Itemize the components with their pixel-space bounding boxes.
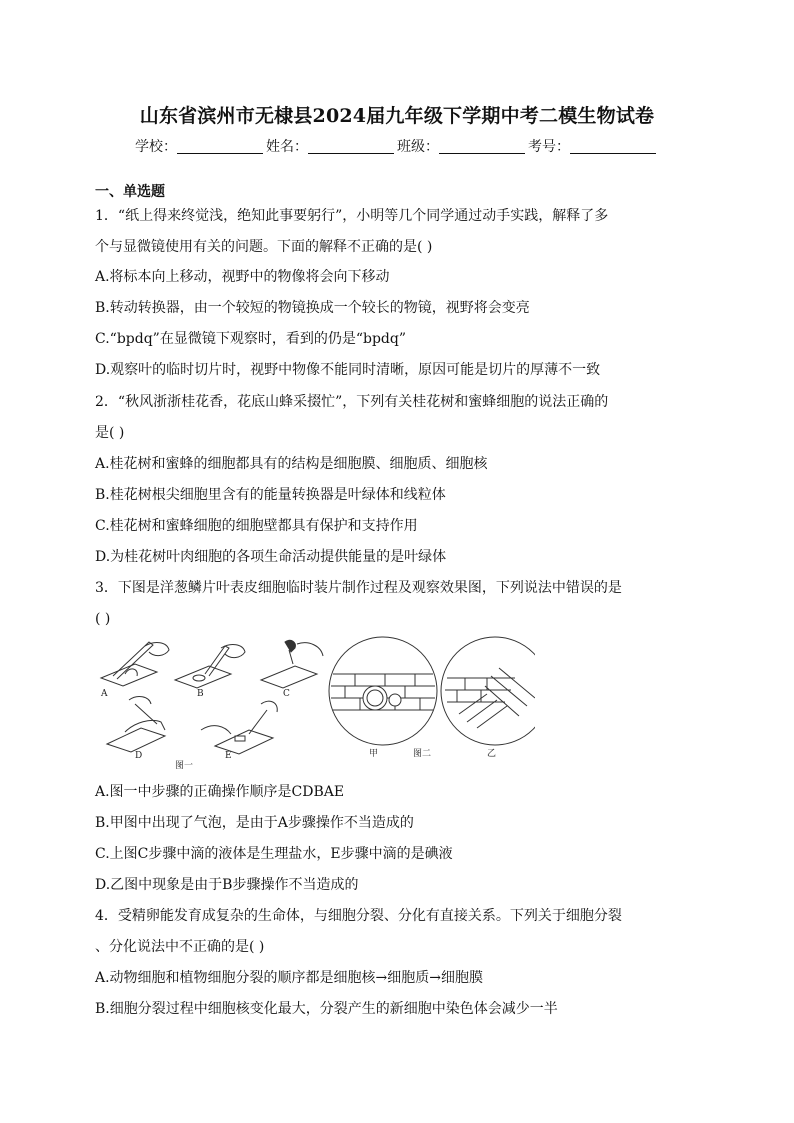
step-a-drawing [101,642,169,686]
exam-number-label: 考号： [528,139,570,155]
option-c: C.桂花树和蜜蜂细胞的细胞壁都具有保护和支持作用 [95,518,418,534]
question-stem: 4．受精卵能发育成复杂的生命体，与细胞分裂、分化有直接关系。下列关于细胞分裂 [95,908,622,924]
step-b-label: B [197,689,204,699]
step-c-label: C [283,689,290,699]
option-a: A.将标本向上移动，视野中的物像将会向下移动 [95,269,390,285]
option-d: D.乙图中现象是由于B步骤操作不当造成的 [95,877,359,893]
option-a: A.图一中步骤的正确操作顺序是CDBAE [95,784,345,800]
class-label: 班级： [397,139,439,155]
name-blank[interactable] [308,139,394,154]
school-blank[interactable] [177,139,263,154]
school-label: 学校： [135,139,177,155]
option-c: C.上图C步骤中滴的液体是生理盐水，E步骤中滴的是碘液 [95,846,453,862]
step-e-drawing [201,701,277,754]
step-a-label: A [101,689,108,699]
student-info-row [0,136,794,156]
question-stem: 、分化说法中不正确的是( ) [95,939,265,955]
question-stem: 3．下图是洋葱鳞片叶表皮细胞临时装片制作过程及观察效果图，下列说法中错误的是 [95,580,622,596]
question-stem: 个与显微镜使用有关的问题。下面的解释不正确的是( ) [95,239,433,255]
option-d: D.观察叶的临时切片时，视野中物像不能同时清晰，原因可能是切片的厚薄不一致 [95,362,601,378]
step-e-label: E [225,751,232,761]
view-jia-bubble-circle [329,637,437,745]
step-b-drawing [175,645,245,688]
option-d: D.为桂花树叶肉细胞的各项生命活动提供能量的是叶绿体 [95,549,447,565]
option-a: A.动物细胞和植物细胞分裂的顺序都是细胞核→细胞质→细胞膜 [95,970,484,986]
figure-two-caption: 图二 [413,749,432,759]
name-label: 姓名： [266,139,308,155]
step-d-drawing [107,697,165,752]
option-b: B.转动转换器，由一个较短的物镜换成一个较长的物镜，视野将会变亮 [95,300,530,316]
step-d-label: D [135,751,143,761]
question-stem: 是( ) [95,425,125,441]
figure-one-caption: 图一 [175,761,194,770]
exam-title: 山东省滨州市无棣县2024届九年级下学期中考二模生物试卷 [139,105,655,127]
slide-preparation-figure [95,634,535,770]
question-stem: 2．“秋风浙浙桂花香，花底山蜂采掇忙”，下列有关桂花树和蜜蜂细胞的说法正确的 [95,394,609,410]
view-jia-label: 甲 [369,749,379,759]
option-c: C.“bpdq”在显微镜下观察时，看到的仍是“bpdq” [95,331,406,347]
view-yi-label: 乙 [487,749,497,759]
option-a: A.桂花树和蜜蜂的细胞都具有的结构是细胞膜、细胞质、细胞核 [95,456,488,472]
option-b: B.桂花树根尖细胞里含有的能量转换器是叶绿体和线粒体 [95,487,446,503]
exam-number-blank[interactable] [570,139,656,154]
question-stem: 1．“纸上得来终觉浅，绝知此事要躬行”，小明等几个同学通过动手实践，解释了多 [95,208,609,224]
step-c-drawing [261,640,323,688]
class-blank[interactable] [439,139,525,154]
view-yi-overlap-circle [441,637,535,745]
question-stem: ( ) [95,611,111,627]
option-b: B.甲图中出现了气泡，是由于A步骤操作不当造成的 [95,815,414,831]
option-b: B.细胞分裂过程中细胞核变化最大，分裂产生的新细胞中染色体会减少一半 [95,1001,558,1017]
section-title: 一、单选题 [95,184,165,200]
